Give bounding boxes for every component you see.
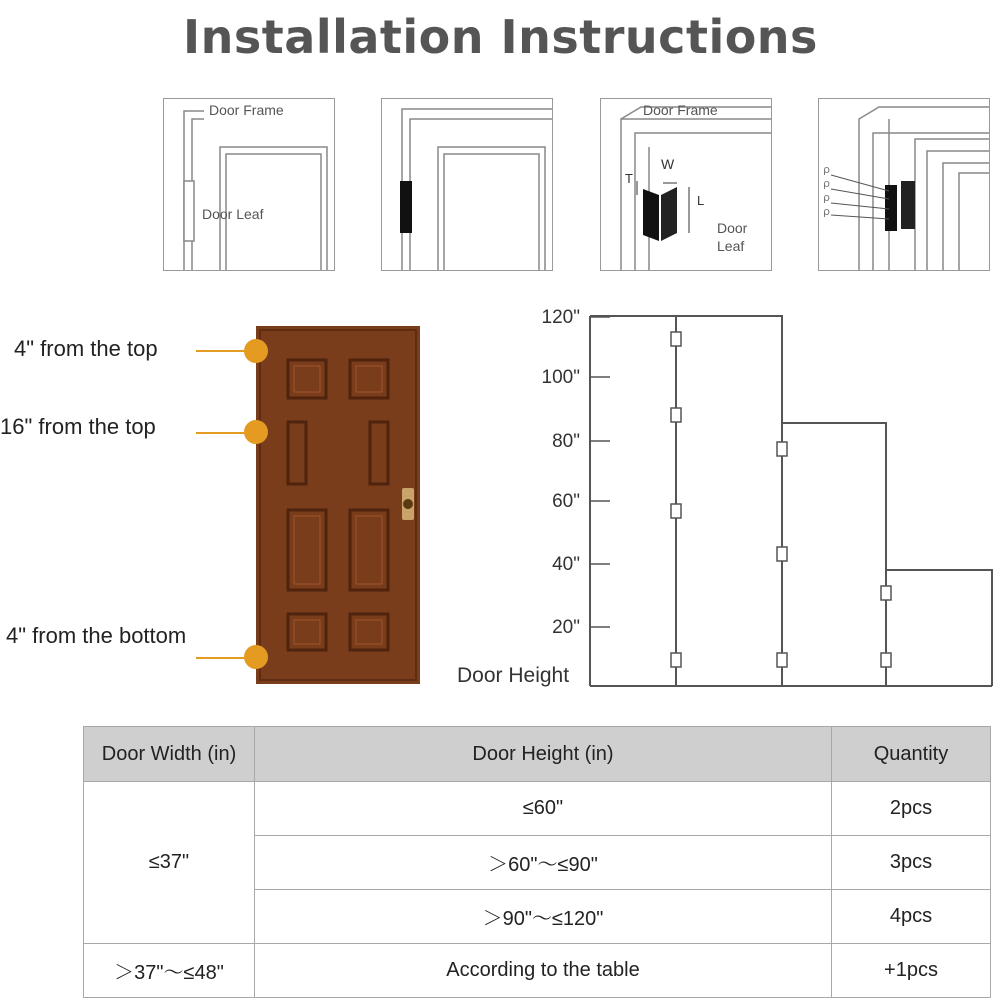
cell-quantity: 3pcs [832, 836, 991, 890]
tick-label: 60" [552, 491, 580, 512]
cell-height: ≤60" [255, 782, 832, 836]
svg-text:ρ: ρ [823, 191, 830, 204]
cell-width-37-48: ＞37"～≤48" [84, 944, 255, 998]
cell-height: ＞90"～≤120" [255, 890, 832, 944]
t-label: T [625, 171, 633, 186]
table-row [84, 944, 991, 998]
table-header-row [84, 727, 991, 782]
svg-text:ρ: ρ [823, 205, 830, 218]
marker-top [244, 339, 268, 363]
wooden-door-illustration [256, 326, 420, 684]
door-frame-label: Door Frame [209, 102, 284, 118]
marker-16 [244, 420, 268, 444]
door-leaf-label-1: Door [717, 220, 748, 236]
cell-height: ＞60"～≤90" [255, 836, 832, 890]
screws-drawing [819, 99, 989, 270]
diagram-dimensions [600, 98, 772, 271]
magnet-shape [400, 181, 412, 233]
marker-bottom [244, 645, 268, 669]
door-frame-leaf-drawing [164, 99, 334, 270]
l-label: L [697, 193, 705, 208]
label-4in-from-top: 4" from the top [14, 336, 158, 361]
leader-line-16 [196, 432, 248, 434]
table-row [84, 782, 991, 836]
w-label: W [661, 156, 675, 172]
diagram-magnet-mounted [381, 98, 553, 271]
header-door-width: Door Width (in) [84, 727, 255, 782]
axis-label-door-height: Door Height [457, 664, 570, 687]
magnet-mounted-drawing [382, 99, 552, 270]
door-height-hinge-chart [440, 300, 1000, 700]
door-frame-label: Door Frame [643, 102, 718, 118]
header-door-height: Door Height (in) [255, 727, 832, 782]
tick-label: 120" [541, 307, 580, 328]
leader-line-top [196, 350, 248, 352]
door-leaf-label-2: Leaf [717, 238, 745, 254]
diagram-screws [818, 98, 990, 271]
tick-label: 40" [552, 554, 580, 575]
diagram-door-frame-leaf [163, 98, 335, 271]
page-title: Installation Instructions [183, 10, 818, 64]
cell-quantity: 2pcs [832, 782, 991, 836]
label-16in-from-top: 16" from the top [0, 414, 156, 439]
cell-width-le37: ≤37" [84, 782, 255, 944]
label-4in-from-bottom: 4" from the bottom [6, 623, 187, 648]
hinge-quantity-table [83, 726, 991, 998]
cell-height: According to the table [255, 944, 832, 998]
tick-label: 20" [552, 617, 580, 638]
tick-label: 100" [541, 367, 580, 388]
svg-text:ρ: ρ [823, 163, 830, 176]
dimensions-drawing [601, 99, 771, 270]
cell-quantity: 4pcs [832, 890, 991, 944]
cell-quantity: +1pcs [832, 944, 991, 998]
leader-line-bottom [196, 657, 248, 659]
door-leaf-label: Door Leaf [202, 206, 264, 222]
tick-label: 80" [552, 431, 580, 452]
svg-text:ρ: ρ [823, 177, 830, 190]
header-quantity: Quantity [832, 727, 991, 782]
